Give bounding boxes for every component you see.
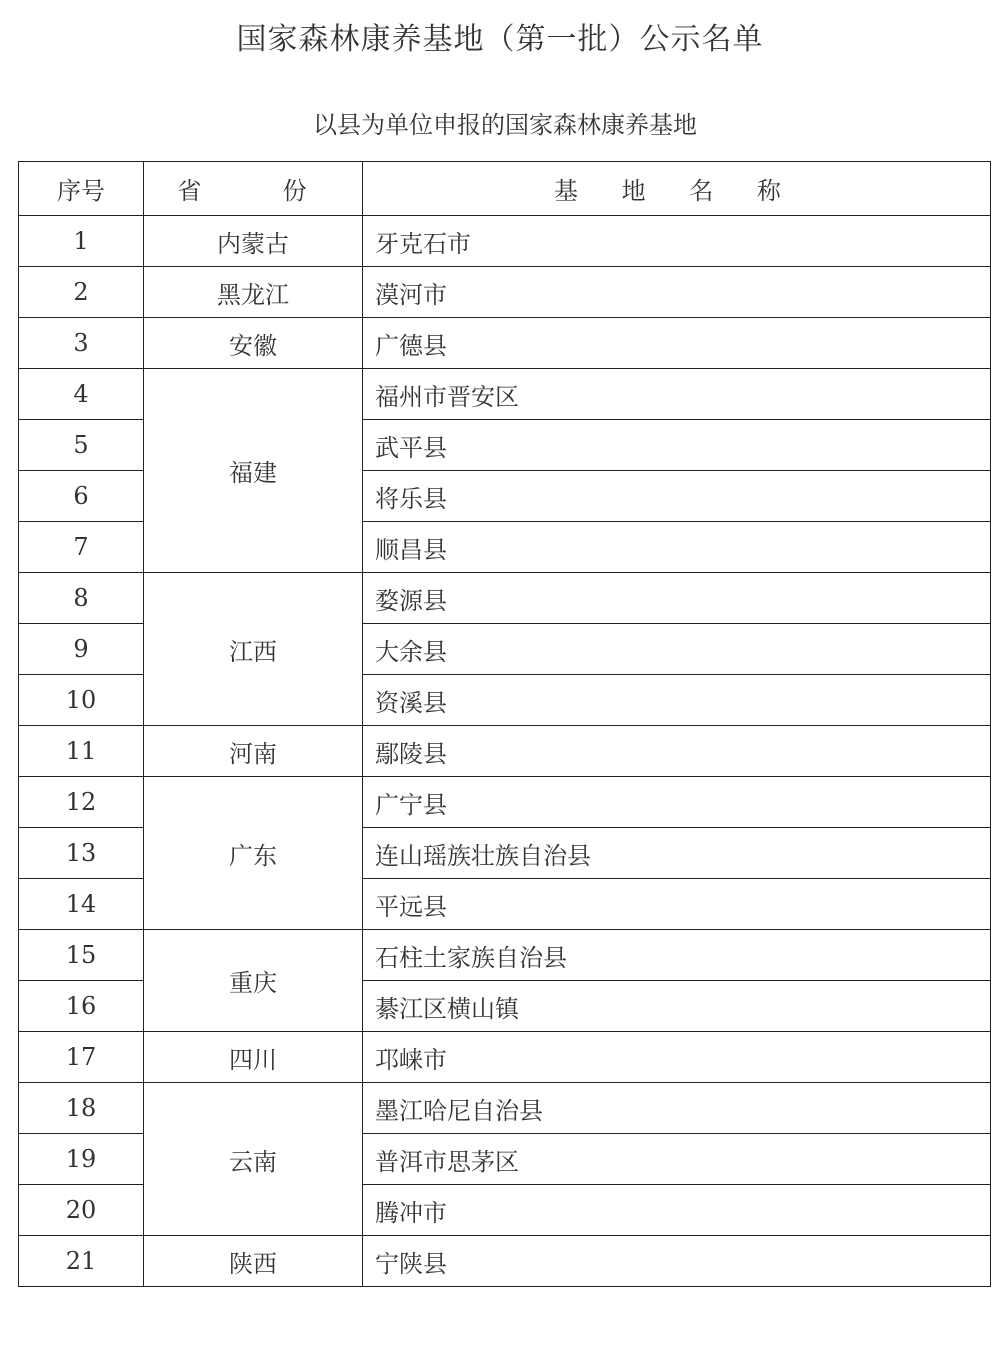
- row-number: 19: [19, 1134, 144, 1185]
- province-cell: 安徽: [144, 318, 363, 369]
- province-cell: 黑龙江: [144, 267, 363, 318]
- table-row: [19, 726, 991, 777]
- base-name-cell: 墨江哈尼自治县: [363, 1083, 991, 1134]
- row-number: 21: [19, 1236, 144, 1287]
- row-number: 6: [19, 471, 144, 522]
- row-number: 9: [19, 624, 144, 675]
- base-name-cell: 漠河市: [363, 267, 991, 318]
- base-name-cell: 大余县: [363, 624, 991, 675]
- table-row: [19, 267, 991, 318]
- table-body: [19, 216, 991, 1287]
- province-cell: 四川: [144, 1032, 363, 1083]
- table-row: [19, 777, 991, 828]
- base-name-cell: 綦江区横山镇: [363, 981, 991, 1032]
- row-number: 5: [19, 420, 144, 471]
- row-number: 15: [19, 930, 144, 981]
- base-name-cell: 鄢陵县: [363, 726, 991, 777]
- base-name-cell: 平远县: [363, 879, 991, 930]
- base-name-cell: 顺昌县: [363, 522, 991, 573]
- row-number: 8: [19, 573, 144, 624]
- base-name-cell: 资溪县: [363, 675, 991, 726]
- header-base-name-label: 基 地 名 称: [554, 177, 799, 205]
- row-number: 14: [19, 879, 144, 930]
- row-number: 18: [19, 1083, 144, 1134]
- base-name-cell: 普洱市思茅区: [363, 1134, 991, 1185]
- page-subtitle: 以县为单位申报的国家森林康养基地: [313, 111, 697, 139]
- province-cell: 陕西: [144, 1236, 363, 1287]
- province-cell: 福建: [144, 369, 363, 573]
- table-header: [19, 162, 991, 216]
- table-row: [19, 1236, 991, 1287]
- row-number: 17: [19, 1032, 144, 1083]
- base-name-cell: 广宁县: [363, 777, 991, 828]
- base-name-cell: 将乐县: [363, 471, 991, 522]
- base-list-table: [18, 161, 991, 1287]
- base-name-cell: 腾冲市: [363, 1185, 991, 1236]
- base-name-cell: 广德县: [363, 318, 991, 369]
- header-province: [144, 162, 363, 216]
- row-number: 12: [19, 777, 144, 828]
- row-number: 3: [19, 318, 144, 369]
- base-name-cell: 连山瑶族壮族自治县: [363, 828, 991, 879]
- page-title: 国家森林康养基地（第一批）公示名单: [236, 22, 764, 57]
- base-name-cell: 婺源县: [363, 573, 991, 624]
- province-cell: 河南: [144, 726, 363, 777]
- row-number: 1: [19, 216, 144, 267]
- row-number: 20: [19, 1185, 144, 1236]
- table-header-row: [19, 162, 991, 216]
- table-row: [19, 369, 991, 420]
- base-name-cell: 邛崃市: [363, 1032, 991, 1083]
- base-name-cell: 武平县: [363, 420, 991, 471]
- base-name-cell: 宁陕县: [363, 1236, 991, 1287]
- province-cell: 云南: [144, 1083, 363, 1236]
- table-row: [19, 216, 991, 267]
- header-province-label: 省 份: [177, 177, 329, 205]
- base-name-cell: 石柱土家族自治县: [363, 930, 991, 981]
- header-base-name: [363, 162, 991, 216]
- province-cell: 内蒙古: [144, 216, 363, 267]
- table-row: [19, 573, 991, 624]
- header-no: 序号: [19, 162, 144, 216]
- province-cell: 重庆: [144, 930, 363, 1032]
- row-number: 13: [19, 828, 144, 879]
- row-number: 7: [19, 522, 144, 573]
- table-row: [19, 318, 991, 369]
- table-row: [19, 1032, 991, 1083]
- row-number: 10: [19, 675, 144, 726]
- row-number: 16: [19, 981, 144, 1032]
- province-cell: 广东: [144, 777, 363, 930]
- base-name-cell: 牙克石市: [363, 216, 991, 267]
- row-number: 2: [19, 267, 144, 318]
- province-cell: 江西: [144, 573, 363, 726]
- row-number: 4: [19, 369, 144, 420]
- base-name-cell: 福州市晋安区: [363, 369, 991, 420]
- table-row: [19, 1083, 991, 1134]
- table-row: [19, 930, 991, 981]
- row-number: 11: [19, 726, 144, 777]
